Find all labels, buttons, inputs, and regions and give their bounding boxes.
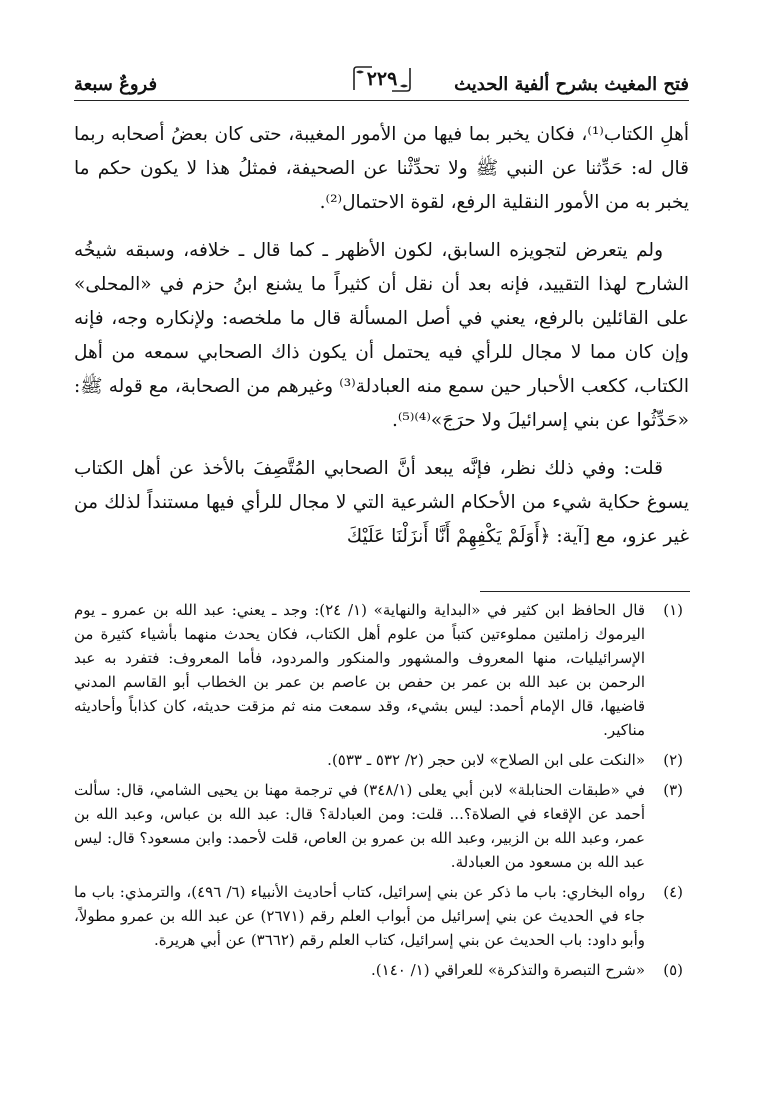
footnote-text: في «طبقات الحنابلة» لابن أبي يعلى (٣٤٨/١) في ترجمة مهنا بن يحيى الشامي، قال: سألت أحمد عن الإقعاء في الصلاة؟... قلت: ومن العبادلة؟ قال: عبد الله بن عباس، وعبد الله بن عمر، وعبد الله بن الزبير، وعبد الله بن عمرو بن العاص، قلت لأحمد: وابن مسعود؟ قال: ليس عبد الله بن مسعود من العبادلة. (74, 781, 645, 871)
footnote (74, 748, 683, 772)
page-number-box (350, 64, 414, 94)
footnote-text: «النكت على ابن الصلاح» لابن حجر (٢/ ٥٣٢ ـ ٥٣٣). (327, 751, 645, 769)
footnote-number: (١) (663, 601, 683, 619)
paragraph: أهلِ الكتاب⁽¹⁾، فكان يخبر بما فيها من الأمور المغيبة، حتى كان بعضُ أصحابه ربما قال له: حَدِّثنا عن النبي ﷺ ولا تحدِّثْنا عن الصحيفة، فمثلُ هذا لا يكون حكم ما يخبر به من الأمور النقلية الرفع، لقوة الاحتمال⁽²⁾. (74, 124, 689, 213)
paragraph: قلت: وفي ذلك نظر، فإنَّه يبعد أنَّ الصحابي المُتَّصِفَ بالأخذ عن أهل الكتاب يسوغ حكاية شيء من الأحكام الشرعية التي لا مجال للرأي فيها مستنداً لذلك من غير عزو، مع [آية: ﴿أَوَلَمْ يَكْفِهِمْ أَنَّا أَنزَلْنَا عَلَيْكَ (74, 458, 689, 547)
book-title: فتح المغيث بشرح ألفية الحديث (454, 74, 689, 95)
paragraph: ولم يتعرض لتجويزه السابق، لكون الأظهر ـ كما قال ـ خلافه، وسبقه شيخُه الشارح لهذا التقييد، فإنه بعد أن نقل أن كثيراً ما يشنع ابنُ حزم في «المحلى» على القائلين بالرفع، يعني في أصل المسألة قال ما ملخصه: ولإنكاره وجه، فإنه وإن كان مما لا مجال للرأي فيه يحتمل أن يكون ذاك الصحابي سمعه من أهل الكتاب، ككعب الأحبار حين سمع منه العبادلة⁽³⁾ وغيرهم من الصحابة، مع قوله ﷺ: «حَدِّثُوا عن بني إسرائيلَ ولا حرَجَ»⁽⁴⁾⁽⁵⁾. (74, 240, 689, 431)
footnote (74, 880, 683, 952)
main-text (74, 118, 689, 568)
footnote-separator (480, 591, 690, 592)
section-title: فروعٌ سبعة (74, 74, 158, 95)
footnotes (74, 598, 683, 988)
footnote (74, 598, 683, 742)
footnote-text: رواه البخاري: باب ما ذكر عن بني إسرائيل، كتاب أحاديث الأنبياء (٦/ ٤٩٦)، والترمذي: باب ما جاء في الحديث عن بني إسرائيل من أبواب العلم رقم (٢٦٧١) عن عبد الله بن عمرو مطولاً، وأبو داود: باب الحديث عن بني إسرائيل، كتاب العلم رقم (٣٦٦٢) عن أبي هريرة. (74, 883, 645, 949)
page-header (74, 70, 689, 102)
footnote-text: قال الحافظ ابن كثير في «البداية والنهاية» (١/ ٢٤): وجد ـ يعني: عبد الله بن عمرو ـ يوم اليرموك زاملتين مملوءتين كتباً من علوم أهل الكتاب، فكان يحدث منهما بأشياء كثيرة من الإسرائيليات، منها المعروف والمشهور والمنكور والمردود، فأما المعروف: فتفرد به عبد الرحمن بن عبد الله بن عمر بن حفص بن عاصم بن عمر بن الخطاب أبو القاسم المدني قاضيها، قال الإمام أحمد: ليس بشيء، وقد سمعت منه ثم مزقت حديثه، كان كذاباً وأحاديثه مناكير. (74, 601, 645, 739)
footnote-number: (٤) (663, 883, 683, 901)
footnote-number: (٢) (663, 751, 683, 769)
footnote (74, 778, 683, 874)
header-rule (74, 100, 689, 101)
page-number: ٢٢٩ (366, 68, 398, 90)
footnote-number: (٣) (663, 781, 683, 799)
footnote-number: (٥) (663, 961, 683, 979)
footnote (74, 958, 683, 982)
page-number-ornament-icon (350, 64, 414, 94)
footnote-text: «شرح التبصرة والتذكرة» للعراقي (١/ ١٤٠). (371, 961, 645, 979)
